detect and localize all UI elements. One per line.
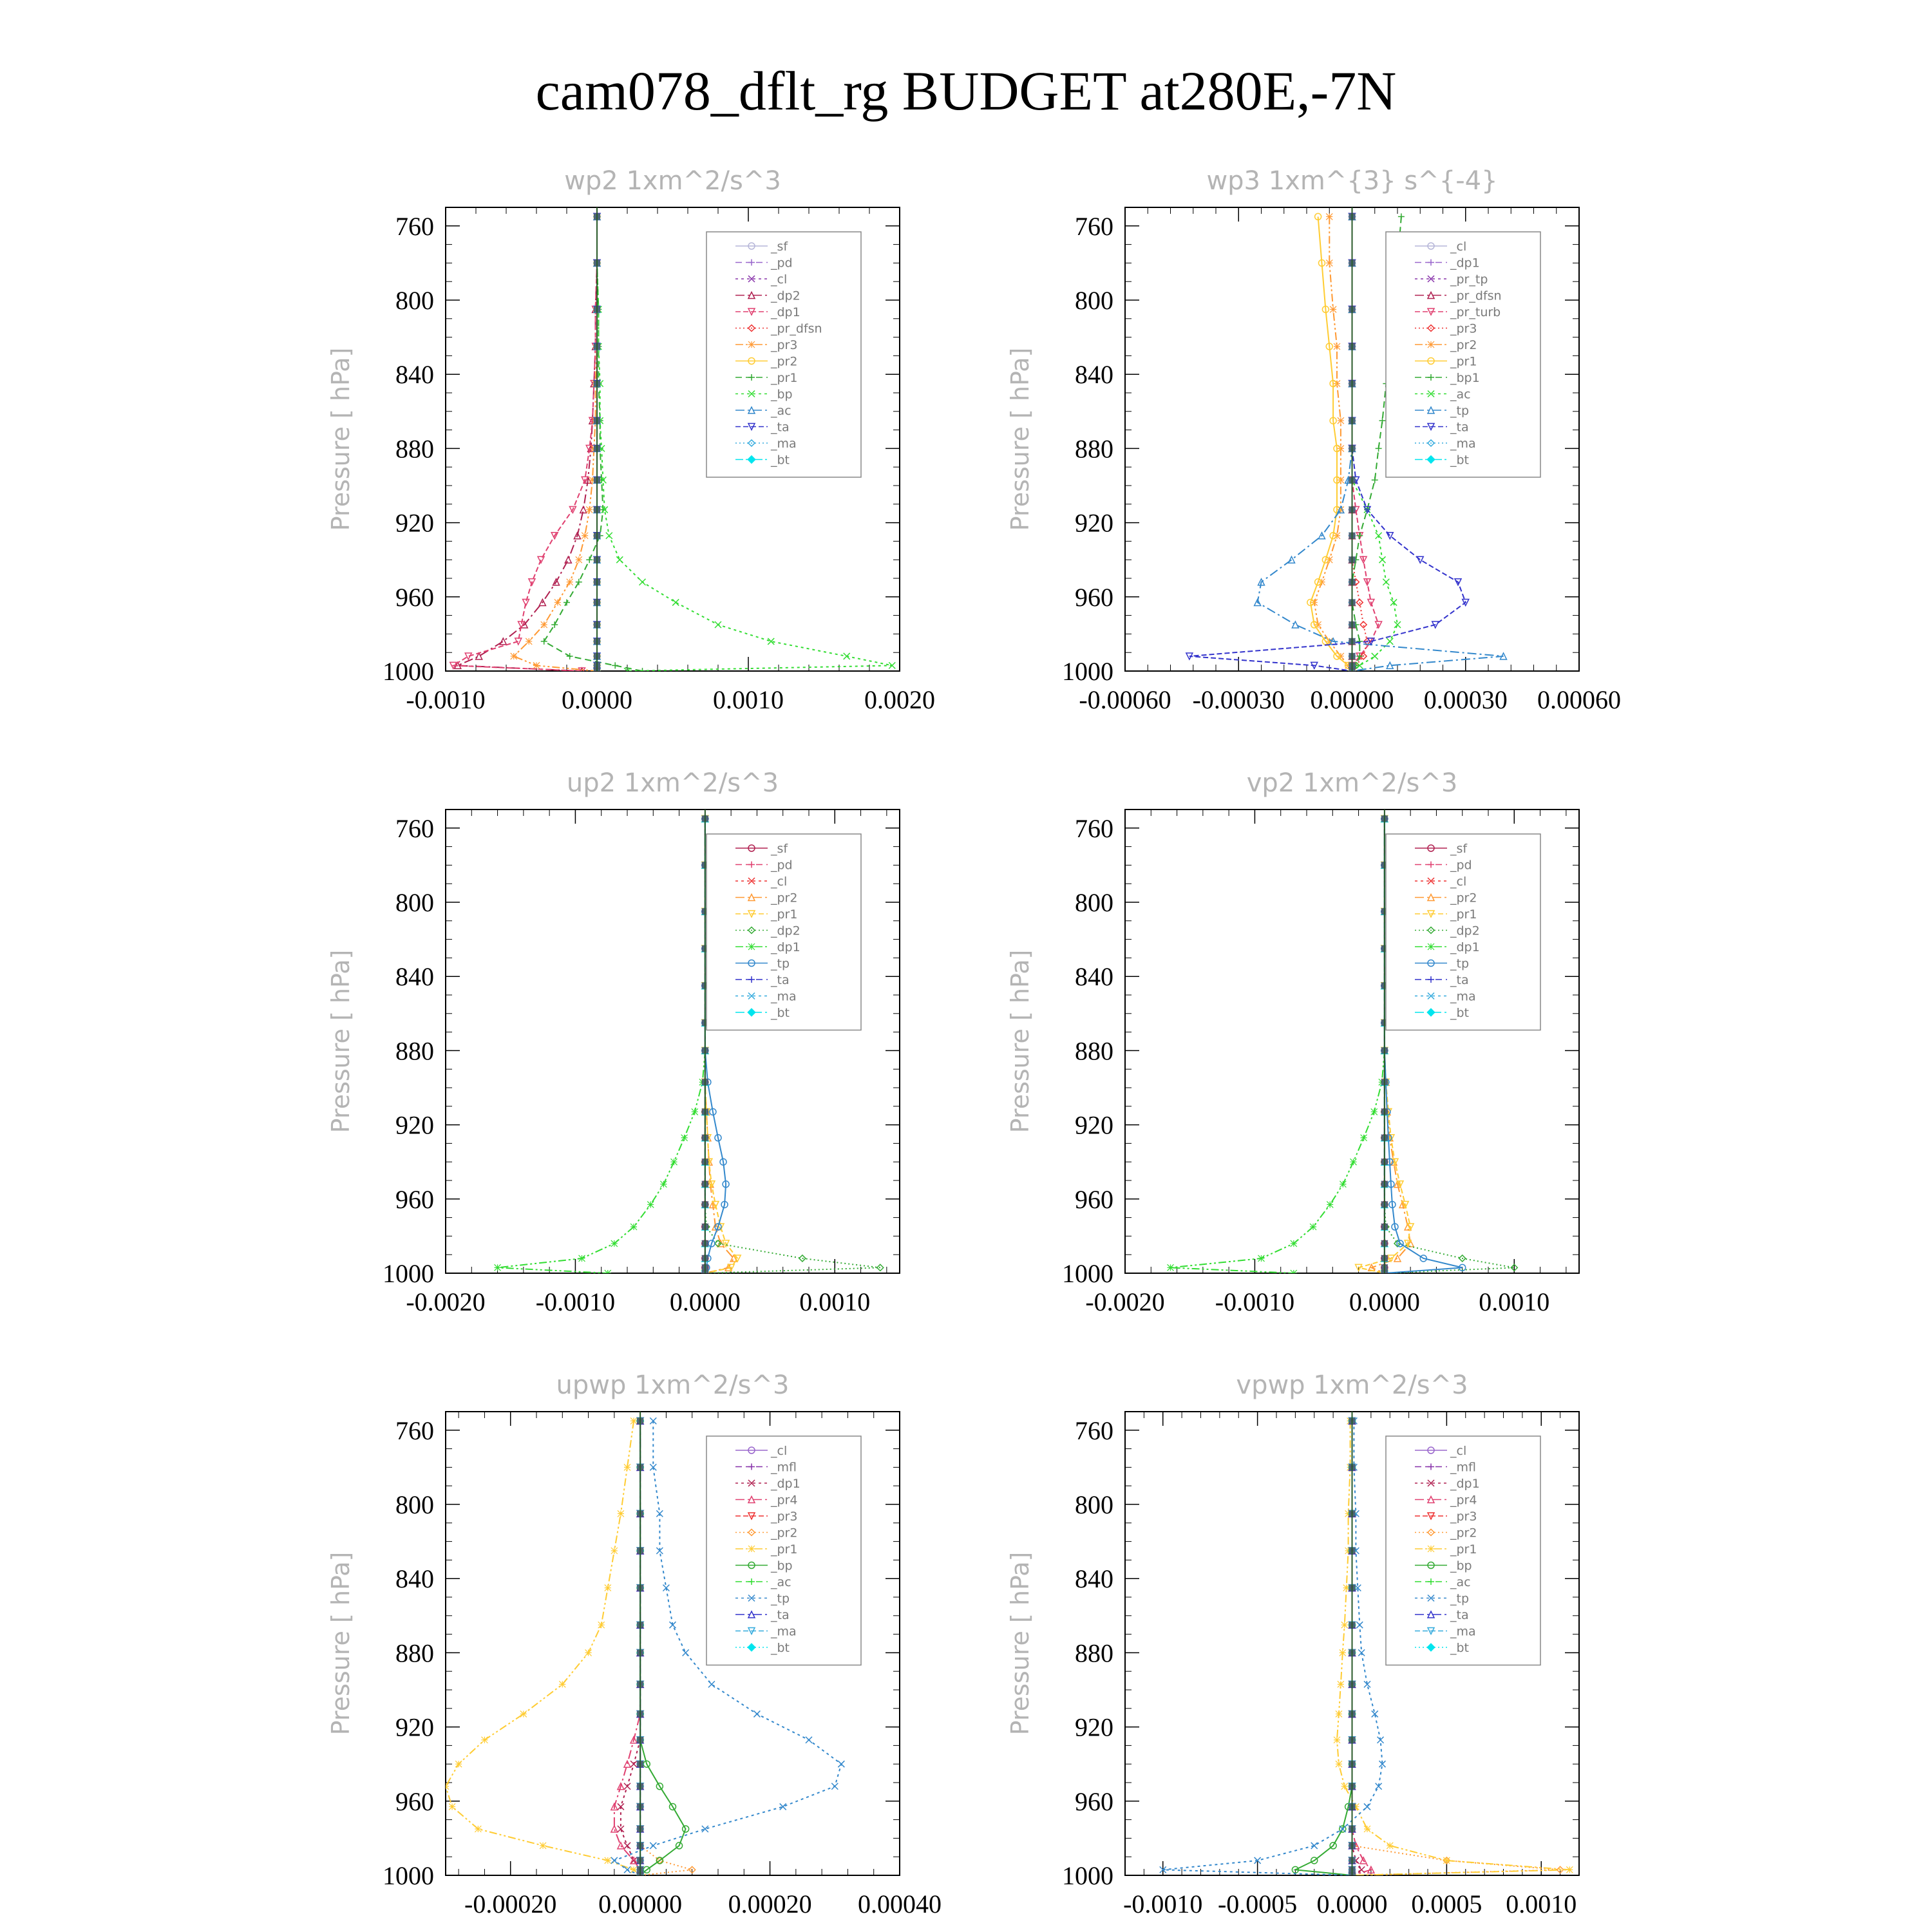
data-point-pr1 <box>520 1710 527 1717</box>
data-point-dp1 <box>495 1264 501 1271</box>
legend-label: _pr2 <box>771 1526 798 1540</box>
data-point-pr1 <box>1334 1737 1340 1743</box>
x-tick-label: 0.00000 <box>1310 685 1394 714</box>
legend-label: _pd <box>771 256 793 270</box>
legend-label: _pr_dfsn <box>771 321 822 336</box>
data-point-pr3 <box>541 621 547 628</box>
x-tick-label: -0.00060 <box>1079 685 1171 714</box>
legend-label: _ac <box>771 1575 791 1589</box>
legend-label: _sf <box>771 842 788 856</box>
x-tick-label: -0.0020 <box>1085 1287 1165 1316</box>
legend-label: _pr2 <box>1450 1526 1477 1540</box>
legend-label: _ta <box>1450 973 1469 987</box>
legend-label: _bt <box>771 453 790 468</box>
legend-label: _dp1 <box>771 305 800 319</box>
data-point-dp1 <box>660 1181 667 1188</box>
legend-label: _bt <box>1450 453 1470 468</box>
y-tick-label: 760 <box>1075 813 1113 843</box>
y-tick-label: 880 <box>1075 434 1113 464</box>
data-point-pr2 <box>1326 260 1332 266</box>
y-tick-label: 960 <box>1075 1786 1113 1816</box>
legend-label: _ma <box>771 1624 797 1639</box>
data-point-dp1 <box>611 1240 618 1247</box>
data-point-dp1 <box>1168 1264 1174 1271</box>
legend-label: _dp1 <box>1450 940 1480 954</box>
data-point-dp1 <box>1291 1240 1297 1247</box>
legend-label: _ta <box>771 420 790 435</box>
data-point-pr1 <box>1566 1866 1573 1873</box>
legend-label: _pr2 <box>1450 338 1477 352</box>
y-tick-label: 960 <box>1075 582 1113 612</box>
legend-label: _pr_tp <box>1450 272 1488 287</box>
x-tick-label: 0.0000 <box>669 1287 741 1316</box>
legend-label: _dp2 <box>771 923 800 938</box>
legend-label: _cl <box>1450 875 1467 889</box>
data-point-pr1 <box>624 1464 630 1470</box>
y-tick-label: 880 <box>395 1036 434 1066</box>
data-point-dp1 <box>681 1135 688 1141</box>
x-tick-label: -0.0010 <box>535 1287 616 1316</box>
legend-label: _ma <box>1450 989 1476 1004</box>
legend-label: _bt <box>771 1641 790 1655</box>
legend <box>1386 1436 1540 1665</box>
legend-marker <box>748 1546 755 1552</box>
legend-label: _cl <box>1450 240 1467 254</box>
data-point-pr1 <box>1387 1842 1393 1849</box>
y-tick-label: 960 <box>395 582 434 612</box>
data-point-dp1 <box>630 1224 637 1230</box>
y-tick-label: 840 <box>395 360 434 390</box>
data-point-pr2 <box>1326 556 1332 563</box>
y-tick-label: 920 <box>395 1110 434 1140</box>
data-point-pr1 <box>455 1761 462 1767</box>
data-point-dp1 <box>1340 1181 1346 1188</box>
data-point-pr1 <box>1336 1761 1342 1767</box>
y-axis-label: Pressure [ hPa] <box>327 949 355 1133</box>
legend-label: _pr_turb <box>1450 305 1501 319</box>
data-point-pr1 <box>559 1681 565 1687</box>
x-tick-label: 0.0010 <box>713 685 784 714</box>
x-tick-label: 0.00060 <box>1537 685 1621 714</box>
legend-label: _ta <box>1450 420 1469 435</box>
x-tick-label: 0.00030 <box>1423 685 1508 714</box>
x-tick-label: -0.0020 <box>406 1287 486 1316</box>
legend-label: _bp <box>771 1558 793 1573</box>
legend-label: _pr1 <box>771 907 798 922</box>
legend-label: _ma <box>771 437 797 451</box>
legend-label: _bt <box>771 1006 790 1020</box>
legend-label: _pr1 <box>771 371 798 385</box>
y-tick-label: 800 <box>1075 1490 1113 1519</box>
legend-label: _tp <box>1450 956 1470 971</box>
x-tick-label: -0.00020 <box>464 1889 557 1918</box>
data-point-pr1 <box>1364 1826 1370 1832</box>
data-point-pr3 <box>554 599 561 605</box>
data-point-pr3 <box>586 506 592 513</box>
data-point-pr1 <box>611 1548 618 1554</box>
legend-label: _pr2 <box>1450 891 1477 905</box>
y-tick-label: 920 <box>395 508 434 538</box>
x-tick-label: 0.0010 <box>1506 1889 1577 1918</box>
y-tick-label: 1000 <box>383 1861 434 1890</box>
y-tick-label: 840 <box>395 1564 434 1594</box>
legend-label: _pr_dfsn <box>1450 289 1502 303</box>
panel-title: up2 1xm^2/s^3 <box>566 768 779 798</box>
legend-label: _dp1 <box>1450 256 1480 270</box>
legend <box>706 232 861 477</box>
data-point-dp1 <box>692 1108 698 1115</box>
data-point-dp1 <box>1371 1108 1378 1115</box>
y-tick-label: 1000 <box>383 1259 434 1288</box>
x-tick-label: -0.0005 <box>1217 1889 1298 1918</box>
data-point-pr3 <box>567 579 573 585</box>
legend-label: _ac <box>771 404 791 418</box>
x-tick-label: 0.0010 <box>799 1287 871 1316</box>
legend-marker <box>1428 943 1434 950</box>
legend-label: _ac <box>1450 1575 1471 1589</box>
y-tick-label: 920 <box>1075 1712 1113 1742</box>
y-tick-label: 960 <box>395 1184 434 1214</box>
legend-marker <box>748 341 755 348</box>
data-point-pr1 <box>605 1585 611 1591</box>
y-axis-label: Pressure [ hPa] <box>1006 949 1034 1133</box>
legend-label: _cl <box>771 875 788 889</box>
x-tick-label: 0.0000 <box>1316 1889 1388 1918</box>
y-tick-label: 1000 <box>383 657 434 686</box>
legend-label: _pd <box>1450 858 1472 873</box>
data-point-pr2 <box>1311 599 1318 605</box>
panel-title: vp2 1xm^2/s^3 <box>1246 768 1458 798</box>
legend-label: _tp <box>1450 404 1470 418</box>
data-point-pr2 <box>1338 653 1344 659</box>
y-tick-label: 760 <box>1075 1416 1113 1445</box>
data-point-pr2 <box>1338 477 1344 483</box>
legend-label: _tp <box>1450 1591 1470 1606</box>
data-point-pr2 <box>1330 306 1336 312</box>
legend-label: _bt <box>1450 1641 1470 1655</box>
y-axis-label: Pressure [ hPa] <box>1006 347 1034 531</box>
legend-label: _ma <box>1450 1624 1476 1639</box>
data-point-dp1 <box>671 1159 677 1165</box>
y-tick-label: 800 <box>395 888 434 917</box>
legend <box>1386 232 1540 477</box>
y-tick-label: 960 <box>1075 1184 1113 1214</box>
data-point-pr1 <box>585 1649 592 1656</box>
x-tick-label: 0.0010 <box>1479 1287 1550 1316</box>
legend-label: _pr1 <box>1450 907 1477 922</box>
x-tick-label: 0.00020 <box>728 1889 812 1918</box>
y-tick-label: 800 <box>395 1490 434 1519</box>
y-tick-label: 760 <box>395 1416 434 1445</box>
data-point-pr1 <box>1340 1649 1346 1656</box>
legend-label: _cl <box>771 272 788 287</box>
legend-label: _ta <box>771 1608 790 1622</box>
y-tick-label: 800 <box>1075 286 1113 315</box>
legend-label: _cl <box>771 1444 788 1458</box>
legend-label: _dp1 <box>771 940 800 954</box>
y-tick-label: 880 <box>1075 1036 1113 1066</box>
legend-label: _mfl <box>1450 1460 1476 1475</box>
data-point-pr1 <box>1341 1622 1348 1628</box>
legend-label: _pr3 <box>771 1510 798 1524</box>
y-tick-label: 840 <box>395 962 434 992</box>
y-tick-label: 760 <box>1075 211 1113 241</box>
legend-label: _ma <box>771 989 797 1004</box>
y-tick-label: 960 <box>395 1786 434 1816</box>
data-point-pr1 <box>1338 1681 1344 1687</box>
data-point-pr2 <box>1334 381 1340 387</box>
y-tick-label: 920 <box>1075 508 1113 538</box>
data-point-pr3 <box>526 638 532 645</box>
data-point-pr1 <box>605 1857 611 1864</box>
legend-label: _pr1 <box>1450 1542 1477 1557</box>
data-point-pr1 <box>449 1803 455 1810</box>
legend-label: _pr1 <box>771 1542 798 1557</box>
data-point-pr1 <box>618 1510 624 1517</box>
legend-label: _bt <box>1450 1006 1470 1020</box>
x-tick-label: 0.00040 <box>858 1889 942 1918</box>
x-tick-label: 0.0000 <box>1349 1287 1420 1316</box>
x-tick-label: -0.0010 <box>1215 1287 1295 1316</box>
data-point-pr3 <box>582 533 588 539</box>
data-point-pr2 <box>1334 343 1340 350</box>
data-point-pr2 <box>1334 533 1340 539</box>
data-point-pr3 <box>511 653 517 659</box>
y-tick-label: 760 <box>395 813 434 843</box>
legend-label: _pr2 <box>771 354 798 369</box>
legend-marker <box>748 943 755 950</box>
data-point-pr3 <box>576 556 582 563</box>
figure-title: cam078_dflt_rg BUDGET at280E,-7N <box>535 60 1397 122</box>
x-tick-label: -0.00030 <box>1192 685 1285 714</box>
y-tick-label: 880 <box>395 434 434 464</box>
data-point-pr1 <box>1336 1710 1342 1717</box>
y-tick-label: 1000 <box>1062 1861 1113 1890</box>
legend-label: _tp <box>771 1591 790 1606</box>
legend-label: _tp <box>771 956 790 971</box>
legend <box>1386 834 1540 1030</box>
y-tick-label: 840 <box>1075 360 1113 390</box>
y-tick-label: 840 <box>1075 962 1113 992</box>
y-axis-label: Pressure [ hPa] <box>327 347 355 531</box>
y-axis-label: Pressure [ hPa] <box>327 1551 355 1736</box>
legend-label: _pr4 <box>771 1493 798 1508</box>
y-tick-label: 800 <box>395 286 434 315</box>
data-point-pr1 <box>1341 1783 1348 1790</box>
legend-label: _cl <box>1450 1444 1467 1458</box>
data-point-pr1 <box>540 1842 546 1849</box>
legend-marker <box>1428 341 1434 348</box>
panel-title: wp2 1xm^2/s^3 <box>564 166 781 196</box>
data-point-dp1 <box>1361 1135 1367 1141</box>
y-axis-label: Pressure [ hPa] <box>1006 1551 1034 1736</box>
legend-marker <box>1428 1546 1434 1552</box>
data-point-dp1 <box>1258 1255 1265 1262</box>
legend-label: _pr1 <box>1450 354 1477 369</box>
y-tick-label: 920 <box>395 1712 434 1742</box>
legend-label: _ma <box>1450 437 1476 451</box>
legend-label: _sf <box>1450 842 1468 856</box>
data-point-pr2 <box>1338 445 1344 451</box>
legend-label: _bp <box>771 387 793 402</box>
y-tick-label: 1000 <box>1062 657 1113 686</box>
legend-label: _pr2 <box>771 891 798 905</box>
data-point-pr1 <box>1443 1857 1450 1864</box>
y-tick-label: 880 <box>1075 1638 1113 1668</box>
data-point-dp1 <box>1310 1224 1316 1230</box>
y-tick-label: 760 <box>395 211 434 241</box>
legend-label: _ta <box>771 973 790 987</box>
legend-label: _pr3 <box>1450 321 1477 336</box>
x-tick-label: -0.0010 <box>406 685 486 714</box>
y-tick-label: 840 <box>1075 1564 1113 1594</box>
data-point-dp1 <box>1327 1201 1333 1208</box>
data-point-pr1 <box>598 1622 605 1628</box>
legend-label: _pd <box>771 858 793 873</box>
data-point-pr2 <box>1338 417 1344 424</box>
legend-label: _sf <box>771 240 788 254</box>
legend-label: _pr3 <box>1450 1510 1477 1524</box>
data-point-pr1 <box>475 1826 481 1832</box>
x-tick-label: 0.0020 <box>864 685 935 714</box>
data-point-pr2 <box>1319 579 1325 585</box>
legend-label: _dp2 <box>771 289 800 303</box>
y-tick-label: 880 <box>395 1638 434 1668</box>
data-point-dp1 <box>579 1255 585 1262</box>
y-tick-label: 920 <box>1075 1110 1113 1140</box>
data-point-pr3 <box>533 662 540 668</box>
panel-title: vpwp 1xm^2/s^3 <box>1236 1370 1468 1400</box>
x-tick-label: -0.0010 <box>1123 1889 1203 1918</box>
data-point-pr1 <box>481 1737 488 1743</box>
panel-title: upwp 1xm^2/s^3 <box>556 1370 790 1400</box>
x-tick-label: 0.0005 <box>1411 1889 1482 1918</box>
y-tick-label: 800 <box>1075 888 1113 917</box>
legend-label: _mfl <box>771 1460 797 1475</box>
legend-label: _ta <box>1450 1608 1469 1622</box>
legend-label: _ac <box>1450 387 1471 402</box>
legend-label: _bp1 <box>1450 371 1480 385</box>
data-point-pr1 <box>630 1417 637 1424</box>
legend-label: _dp1 <box>1450 1477 1480 1491</box>
legend-label: _dp2 <box>1450 923 1480 938</box>
y-tick-label: 1000 <box>1062 1259 1113 1288</box>
x-tick-label: 0.0000 <box>562 685 632 714</box>
legend-label: _pr4 <box>1450 1493 1477 1508</box>
data-point-pr2 <box>1326 213 1332 220</box>
legend-label: _bp <box>1450 1558 1472 1573</box>
legend <box>706 834 861 1030</box>
legend-label: _pr3 <box>771 338 798 352</box>
legend <box>706 1436 861 1665</box>
panel-title: wp3 1xm^{3} s^{-4} <box>1206 166 1498 196</box>
data-point-dp1 <box>647 1201 654 1208</box>
legend-label: _dp1 <box>771 1477 800 1491</box>
x-tick-label: 0.00000 <box>598 1889 683 1918</box>
data-point-dp1 <box>1350 1159 1357 1165</box>
